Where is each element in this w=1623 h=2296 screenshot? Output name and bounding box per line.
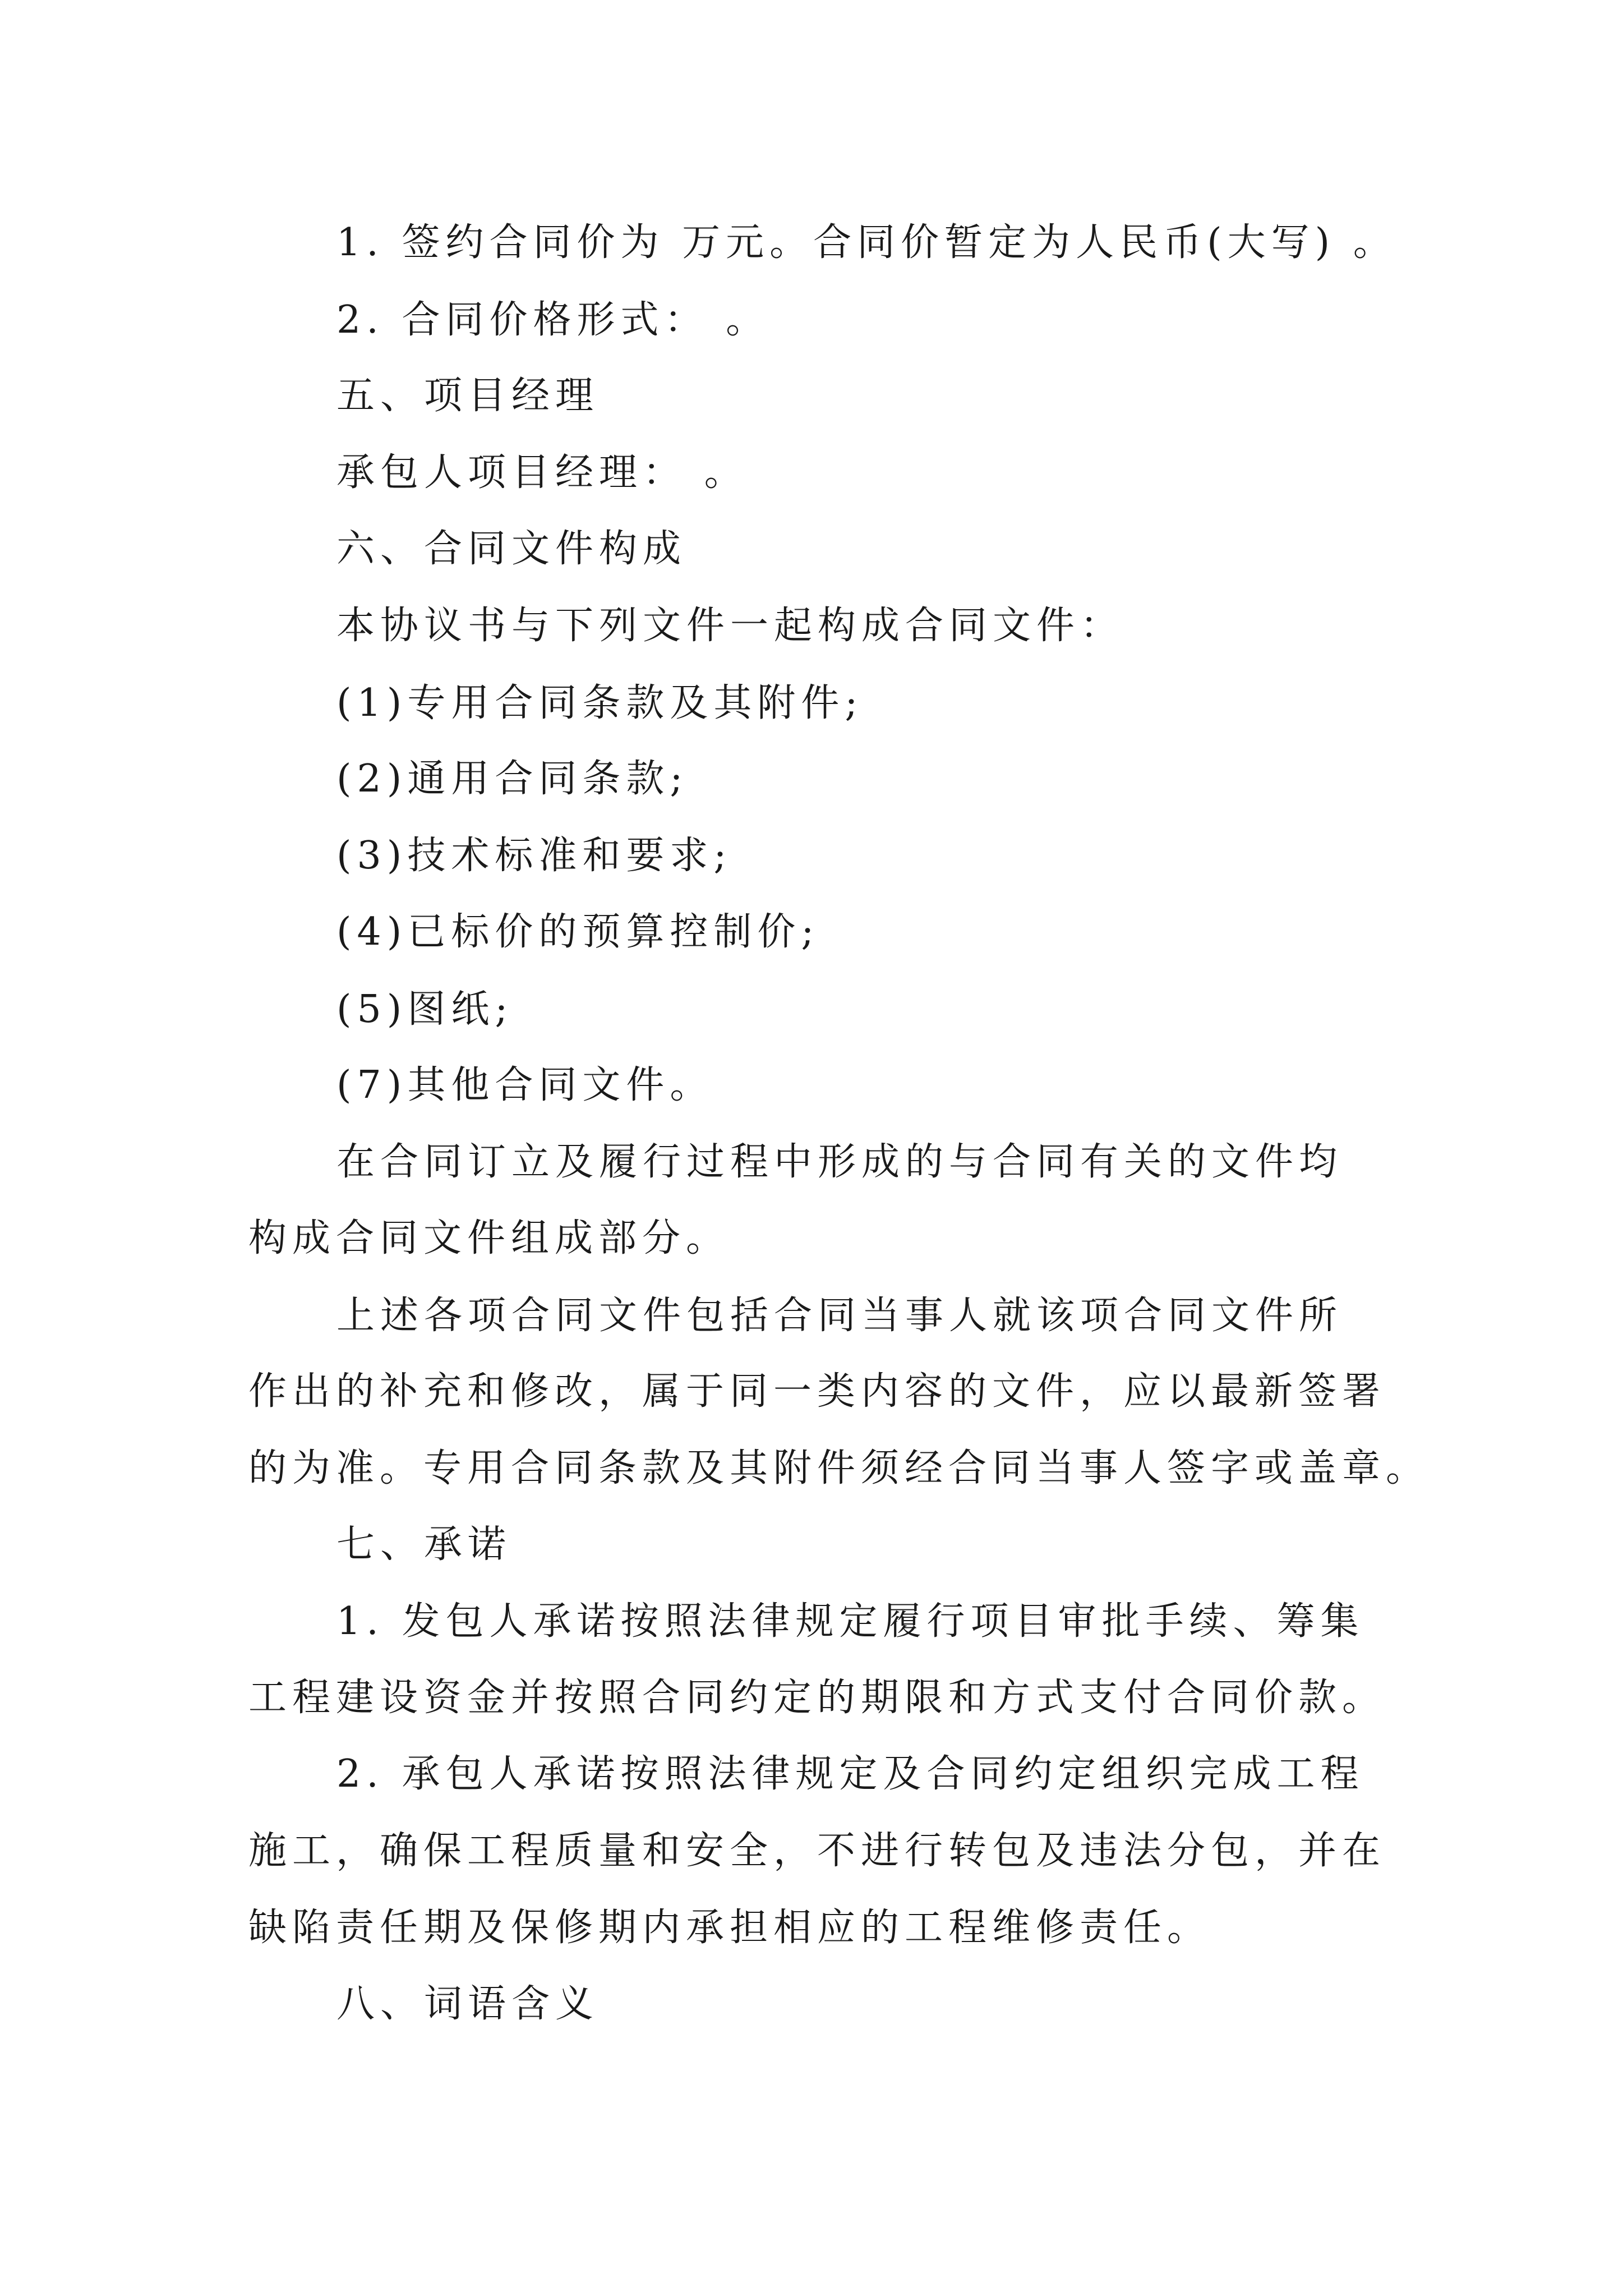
paragraph-line: 上述各项合同文件包括合同当事人就该项合同文件所 xyxy=(336,1294,1343,1338)
section-heading-documents: 六、合同文件构成 xyxy=(336,527,687,571)
list-item-document-7: (7)其他合同文件。 xyxy=(336,1063,714,1107)
paragraph-line: 作出的补充和修改，属于同一类内容的文件，应以最新签署 xyxy=(248,1369,1386,1414)
list-item-document-3: (3)技术标准和要求; xyxy=(336,834,732,878)
section-heading-terms: 八、词语含义 xyxy=(336,1982,600,2026)
list-item-document-4: (4)已标价的预算控制价; xyxy=(336,910,820,954)
paragraph-line: 2. 承包人承诺按照法律规定及合同约定组织完成工程 xyxy=(336,1752,1364,1796)
text-line-manager: 承包人项目经理： 。 xyxy=(336,450,748,495)
list-item-document-5: (5)图纸; xyxy=(336,987,514,1032)
list-item-document-2: (2)通用合同条款; xyxy=(336,757,689,801)
text-line-price: 1. 签约合同价为 万元。合同价暂定为人民币(大写) 。 xyxy=(336,220,1397,265)
paragraph-line: 施工，确保工程质量和安全，不进行转包及违法分包，并在 xyxy=(248,1829,1386,1873)
text-line-price-form: 2. 合同价格形式： 。 xyxy=(336,298,770,342)
section-heading-manager: 五、项目经理 xyxy=(336,374,600,418)
section-heading-promise: 七、承诺 xyxy=(336,1522,512,1567)
paragraph-line: 工程建设资金并按照合同约定的期限和方式支付合同价款。 xyxy=(248,1676,1386,1720)
paragraph-line: 构成合同文件组成部分。 xyxy=(248,1216,730,1260)
paragraph-line: 1. 发包人承诺按照法律规定履行项目审批手续、筹集 xyxy=(336,1599,1364,1644)
text-line-documents-intro: 本协议书与下列文件一起构成合同文件： xyxy=(336,604,1124,648)
paragraph-line: 缺陷责任期及保修期内承担相应的工程维修责任。 xyxy=(248,1906,1211,1950)
list-item-document-1: (1)专用合同条款及其附件; xyxy=(336,681,864,725)
paragraph-line: 在合同订立及履行过程中形成的与合同有关的文件均 xyxy=(336,1140,1343,1184)
paragraph-line: 的为准。专用合同条款及其附件须经合同当事人签字或盖章。 xyxy=(248,1446,1430,1490)
